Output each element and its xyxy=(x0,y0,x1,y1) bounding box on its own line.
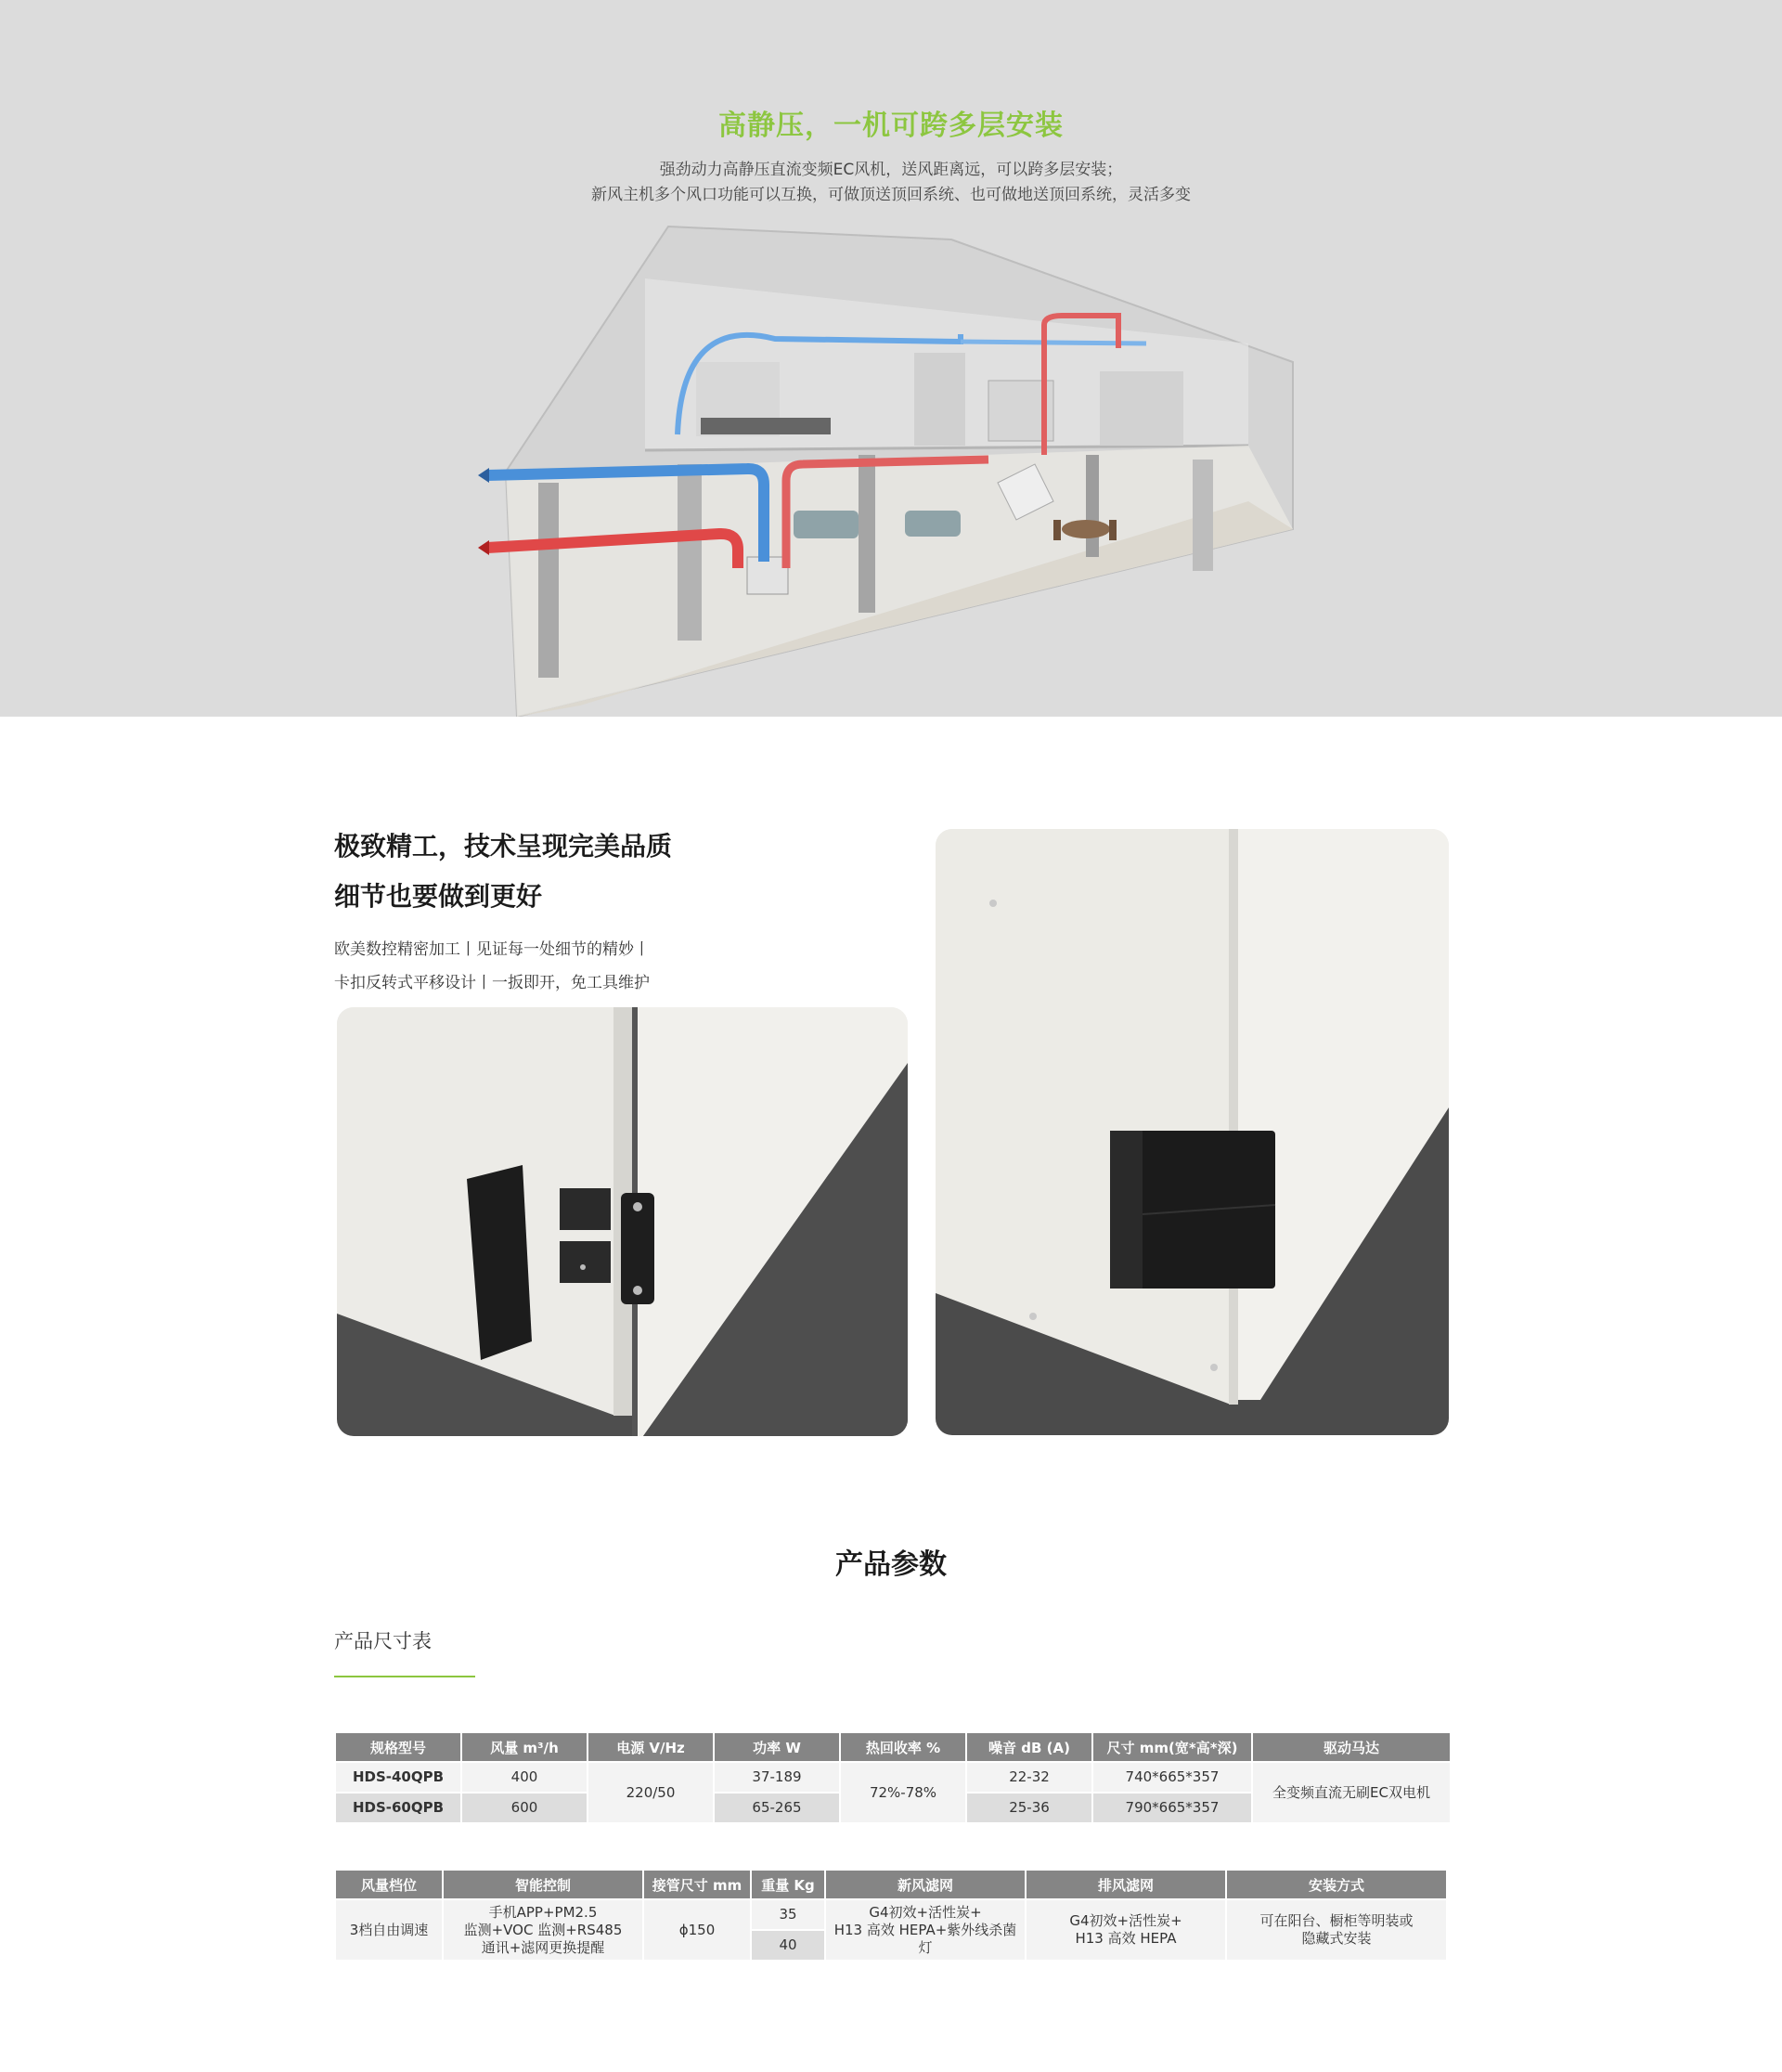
cell-noise: 25-36 xyxy=(967,1794,1091,1822)
cell-exhaust-filter-line-1: G4初效+活性炭+ xyxy=(1069,1912,1182,1929)
cell-fresh-filter-line-1: G4初效+活性炭+ xyxy=(869,1903,982,1921)
cabinet-side-photo xyxy=(936,829,1449,1435)
cell-noise: 22-32 xyxy=(967,1763,1091,1792)
hero-title: 高静压，一机可跨多层安装 xyxy=(718,110,1064,142)
header-size: 尺寸 mm(宽*高*深) xyxy=(1093,1733,1251,1761)
header-fresh-filter: 新风滤网 xyxy=(826,1871,1025,1898)
cell-exhaust-filter-line-2: H13 高效 HEPA xyxy=(1075,1930,1177,1947)
header-voltage: 电源 V/Hz xyxy=(588,1733,713,1761)
cell-motor: 全变频直流无刷EC双电机 xyxy=(1253,1763,1450,1822)
cell-control-line-3: 通讯+滤网更换提醒 xyxy=(481,1938,605,1956)
cell-install-line-1: 可在阳台、橱柜等明装或 xyxy=(1259,1912,1414,1929)
hinge-closeup-photo xyxy=(337,1007,908,1436)
cell-fresh-filter xyxy=(826,1900,1025,1960)
cell-airflow: 600 xyxy=(462,1794,587,1822)
cell-size: 740*665*357 xyxy=(1093,1763,1251,1792)
cell-control-line-2: 监测+VOC 监测+RS485 xyxy=(463,1921,623,1938)
cell-recovery: 72%-78% xyxy=(841,1763,965,1822)
header-control: 智能控制 xyxy=(444,1871,642,1898)
table-row xyxy=(336,1763,1450,1792)
cell-size: 790*665*357 xyxy=(1093,1794,1251,1822)
cell-fresh-filter-line-2: H13 高效 HEPA+紫外线杀菌灯 xyxy=(833,1921,1017,1956)
params-title: 产品参数 xyxy=(835,1548,947,1581)
craft-feature-line-2: 卡扣反转式平移设计丨一扳即开，免工具维护 xyxy=(334,974,650,992)
tab-product-size[interactable]: 产品尺寸表 xyxy=(334,1630,432,1652)
cell-voltage: 220/50 xyxy=(588,1763,713,1822)
header-power: 功率 W xyxy=(715,1733,839,1761)
cell-weight: 40 xyxy=(752,1931,824,1960)
craft-title-line-2: 细节也要做到更好 xyxy=(334,881,543,912)
table-header-row xyxy=(336,1871,1446,1898)
hero-section xyxy=(0,0,1782,717)
cell-install xyxy=(1227,1900,1446,1960)
cell-pipe: ϕ150 xyxy=(644,1900,750,1960)
header-install: 安装方式 xyxy=(1227,1871,1446,1898)
header-speed: 风量档位 xyxy=(336,1871,442,1898)
header-motor: 驱动马达 xyxy=(1253,1733,1450,1761)
hero-desc-line-1: 强劲动力高静压直流变频EC风机，送风距离远，可以跨多层安装； xyxy=(659,161,1123,179)
spec-table-2 xyxy=(334,1869,1448,1962)
cell-control-line-1: 手机APP+PM2.5 xyxy=(488,1903,598,1921)
header-model: 规格型号 xyxy=(336,1733,460,1761)
cell-airflow: 400 xyxy=(462,1763,587,1792)
cell-power: 65-265 xyxy=(715,1794,839,1822)
craft-feature-line-1: 欧美数控精密加工丨见证每一处细节的精妙丨 xyxy=(334,940,650,959)
craft-title-line-1: 极致精工，技术呈现完美品质 xyxy=(334,831,673,861)
header-airflow: 风量 m³/h xyxy=(462,1733,587,1761)
spec-table-1 xyxy=(334,1731,1452,1824)
table-row xyxy=(336,1900,1446,1929)
header-weight: 重量 Kg xyxy=(752,1871,824,1898)
cell-model: HDS-60QPB xyxy=(336,1794,460,1822)
tab-underline xyxy=(334,1676,475,1677)
cell-speed: 3档自由调速 xyxy=(336,1900,442,1960)
table-header-row xyxy=(336,1733,1450,1761)
hero-desc-line-2: 新风主机多个风口功能可以互换，可做顶送顶回系统、也可做地送顶回系统，灵活多变 xyxy=(591,186,1191,204)
cell-model: HDS-40QPB xyxy=(336,1763,460,1792)
header-recovery: 热回收率 % xyxy=(841,1733,965,1761)
cell-power: 37-189 xyxy=(715,1763,839,1792)
house-ventilation-illustration xyxy=(469,223,1304,717)
hero-description xyxy=(0,158,1782,208)
header-noise: 噪音 dB (A) xyxy=(967,1733,1091,1761)
cell-exhaust-filter xyxy=(1027,1900,1225,1960)
cell-control xyxy=(444,1900,642,1960)
header-pipe: 接管尺寸 mm xyxy=(644,1871,750,1898)
header-exhaust-filter: 排风滤网 xyxy=(1027,1871,1225,1898)
cell-weight: 35 xyxy=(752,1900,824,1929)
cell-install-line-2: 隐藏式安装 xyxy=(1301,1930,1372,1947)
